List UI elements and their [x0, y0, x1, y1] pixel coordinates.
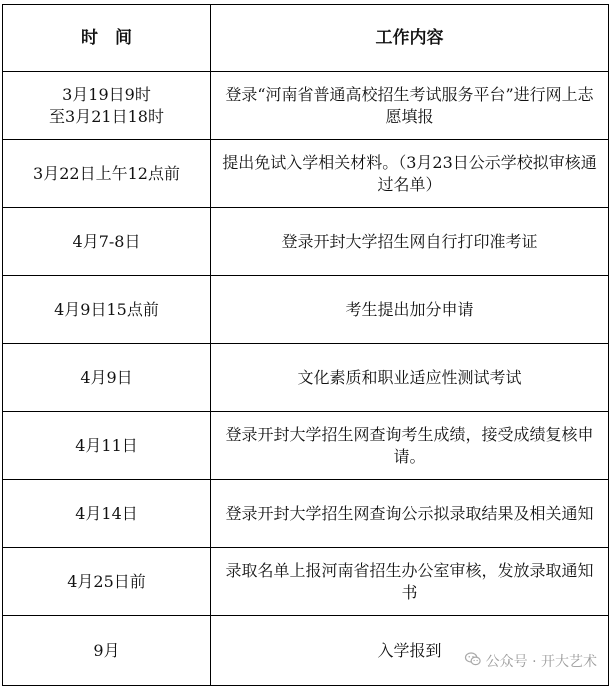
table-row: [3, 208, 609, 276]
table-row: [3, 140, 609, 208]
table-row: [3, 480, 609, 548]
time-cell: [3, 344, 211, 412]
content-cell: 登录开封大学招生网查询考生成绩，接受成绩复核申请。: [211, 412, 609, 480]
time-line: 4月9日15点前: [54, 299, 159, 319]
admission-schedule-table: [2, 4, 609, 686]
time-cell: [3, 140, 211, 208]
time-cell: [3, 208, 211, 276]
table-row: [3, 412, 609, 480]
table-body: [3, 72, 609, 686]
content-cell: 文化素质和职业适应性测试考试: [211, 344, 609, 412]
content-cell: 登录“河南省普通高校招生考试服务平台”进行网上志愿填报: [211, 72, 609, 140]
time-line: 9月: [93, 640, 120, 660]
watermark-text: 公众号 · 开大艺术: [485, 654, 597, 670]
header-time: 时 间: [3, 5, 211, 72]
wechat-icon: [464, 650, 482, 672]
content-cell: 登录开封大学招生网查询公示拟录取结果及相关通知: [211, 480, 609, 548]
table-row: [3, 72, 609, 140]
time-cell: [3, 72, 211, 140]
table-row: [3, 344, 609, 412]
watermark: [464, 650, 597, 672]
time-line: 4月11日: [75, 435, 138, 455]
time-line: 3月22日上午12点前: [33, 163, 180, 183]
time-cell: [3, 616, 211, 686]
table-row: [3, 276, 609, 344]
content-cell: 考生提出加分申请: [211, 276, 609, 344]
table-row: [3, 548, 609, 616]
time-line: 4月14日: [75, 503, 138, 523]
time-cell: [3, 276, 211, 344]
time-line: 4月7-8日: [72, 231, 141, 251]
time-line: 4月9日: [80, 367, 133, 387]
content-cell: 提出免试入学相关材料。（3月23日公示学校拟审核通过名单）: [211, 140, 609, 208]
header-content: 工作内容: [211, 5, 609, 72]
time-cell: [3, 412, 211, 480]
time-line: 至3月21日18时: [49, 106, 164, 126]
time-line: 4月25日前: [67, 571, 146, 591]
content-cell: 登录开封大学招生网自行打印准考证: [211, 208, 609, 276]
time-line: 3月19日9时: [62, 84, 151, 104]
time-cell: [3, 548, 211, 616]
time-cell: [3, 480, 211, 548]
content-cell: 入学报到: [211, 616, 609, 686]
table-header-row: [3, 5, 609, 72]
content-cell: 录取名单上报河南省招生办公室审核，发放录取通知书: [211, 548, 609, 616]
